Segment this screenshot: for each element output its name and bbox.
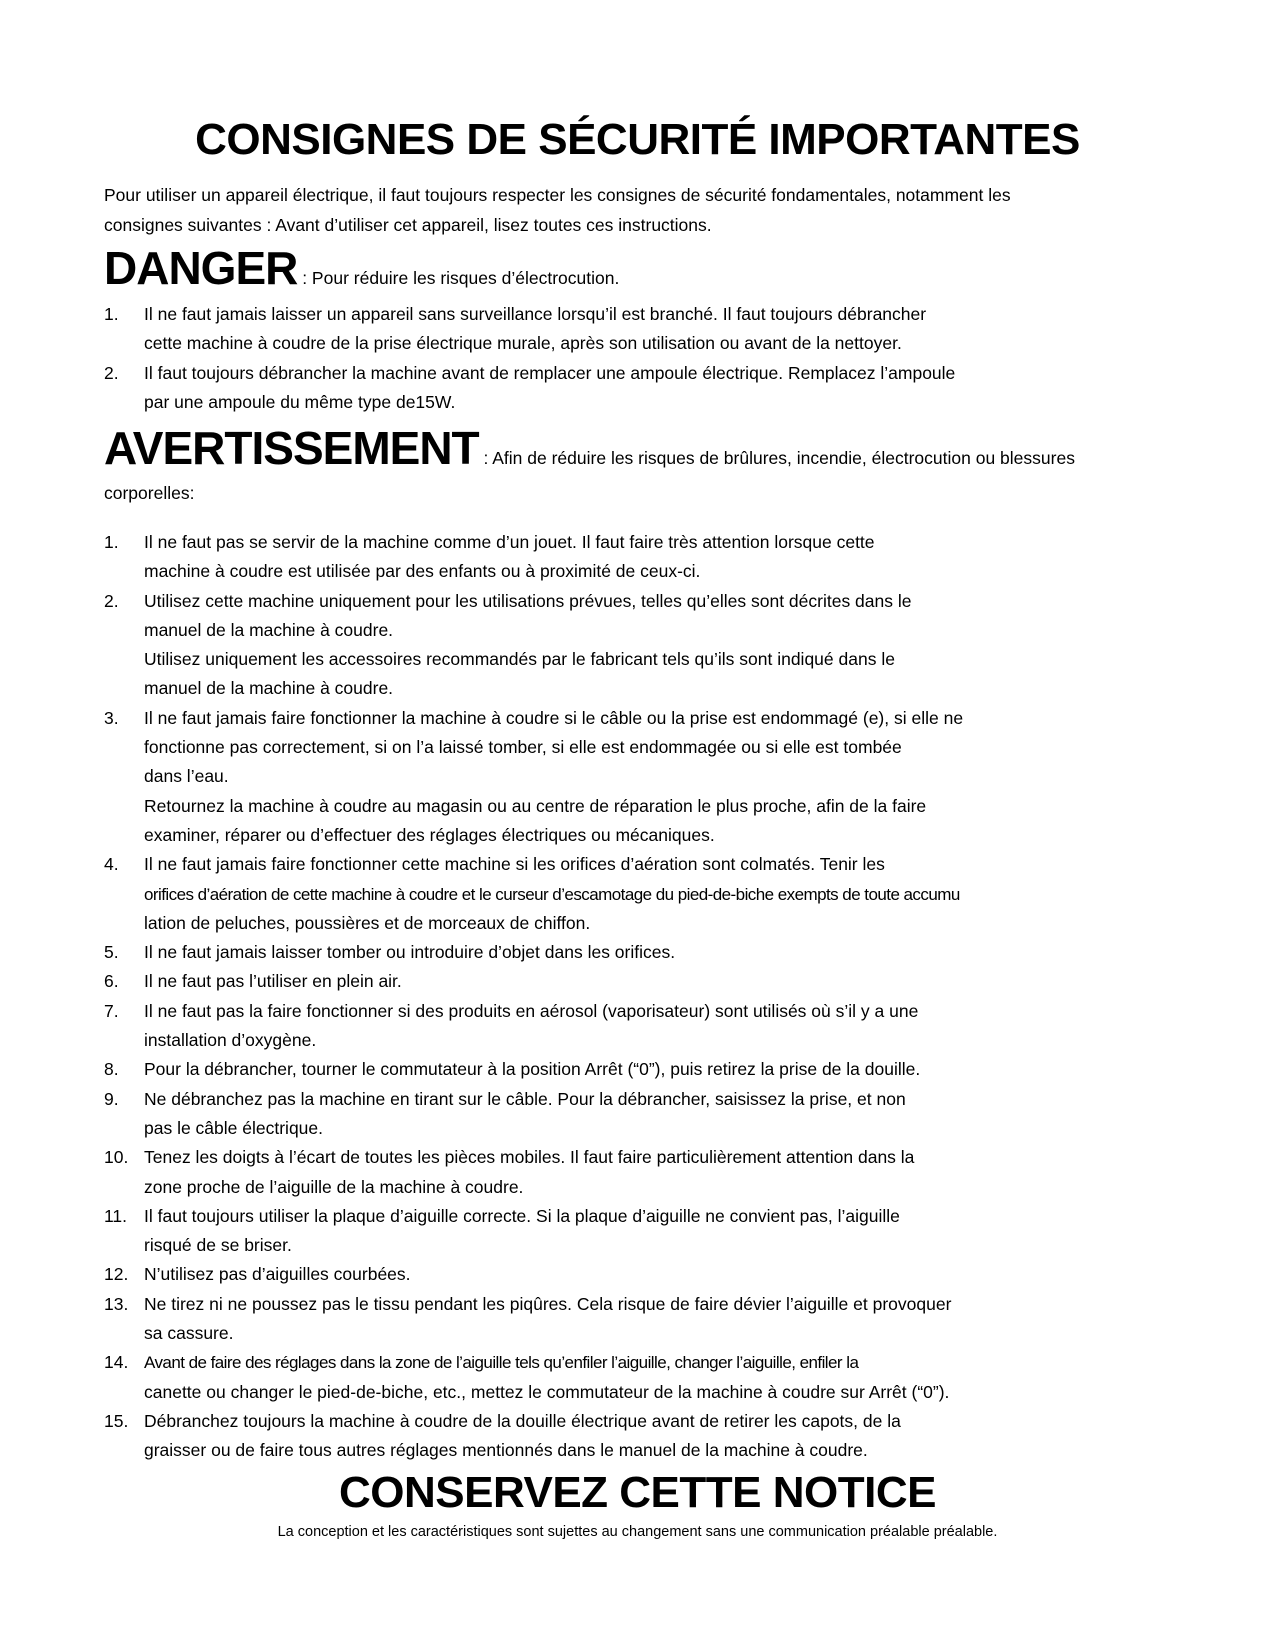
list-item-line: Tenez les doigts à l’écart de toutes les pièces mobiles. Il faut faire particulièrement attention dans la (144, 1147, 915, 1168)
list-item-line: N’utilisez pas d’aiguilles courbées. (144, 1264, 411, 1285)
list-item-number: 12. (104, 1264, 129, 1285)
list-item (104, 1348, 1204, 1407)
intro-line: consignes suivantes : Avant d’utiliser cet appareil, lisez toutes ces instructions. (104, 215, 712, 235)
list-item-number: 14. (104, 1352, 129, 1373)
list-item-number: 13. (104, 1293, 129, 1314)
list-item-line: pas le câble électrique. (144, 1117, 323, 1138)
list-item-line: orifices d’aération de cette machine à coudre et le curseur d’escamotage du pied-de-biche exempts de toute accumu (144, 884, 960, 904)
footnote: La conception et les caractéristiques sont sujettes au changement sans une communication préalable préalable. (277, 1524, 998, 1540)
list-item-line: fonctionne pas correctement, si on l’a laissé tomber, si elle est endommagée ou si elle est tombée (144, 737, 902, 758)
warning-word: AVERTISSEMENT (104, 422, 479, 474)
list-item (104, 300, 1204, 359)
list-item (104, 850, 1204, 938)
list-item (104, 967, 1204, 996)
intro-paragraph (104, 180, 1194, 240)
warning-subtitle: : Afin de réduire les risques de brûlures, incendie, électrocution ou blessures (478, 448, 1075, 468)
danger-subtitle: : Pour réduire les risques d’électrocution. (297, 268, 620, 288)
list-item-line: Il faut toujours utiliser la plaque d’aiguille correcte. Si la plaque d’aiguille ne convient pas, l’aiguille (144, 1205, 900, 1226)
list-item-number: 8. (104, 1059, 119, 1080)
list-item (104, 704, 1204, 850)
list-item (104, 587, 1204, 704)
list-item (104, 938, 1204, 967)
list-item-number: 4. (104, 854, 119, 875)
list-item-line: dans l’eau. (144, 766, 229, 787)
list-item-line: Il ne faut jamais faire fonctionner cette machine si les orifices d’aération sont colmatés. Tenir les (144, 854, 885, 875)
list-item-line: graisser ou de faire tous autres réglages mentionnés dans le manuel de la machine à coudre. (144, 1440, 868, 1461)
list-item (104, 1260, 1204, 1289)
list-item-line: Il ne faut pas l’utiliser en plein air. (144, 971, 402, 992)
list-item-line: risqué de se briser. (144, 1235, 292, 1256)
list-item-line: Pour la débrancher, tourner le commutateur à la position Arrêt (“0”), puis retirez la prise de la douille. (144, 1059, 921, 1080)
list-item-line: Il faut toujours débrancher la machine avant de remplacer une ampoule électrique. Remplacez l’ampoule (144, 362, 956, 383)
intro-line: Pour utiliser un appareil électrique, il faut toujours respecter les consignes de sécurité fondamentales, notamment les (104, 185, 1011, 205)
list-item (104, 1202, 1204, 1261)
list-item (104, 528, 1204, 587)
warning-heading (104, 420, 1204, 488)
list-item-line: Retournez la machine à coudre au magasin ou au centre de réparation le plus proche, afin de la faire (144, 795, 927, 816)
list-item-line: Utilisez cette machine uniquement pour les utilisations prévues, telles qu’elles sont décrites dans le (144, 590, 912, 611)
list-item-number: 2. (104, 362, 119, 383)
list-item-line: sa cassure. (144, 1323, 234, 1344)
list-item-number: 2. (104, 590, 119, 611)
list-item-number: 10. (104, 1147, 129, 1168)
list-item-line: Il ne faut pas la faire fonctionner si des produits en aérosol (vaporisateur) sont utilisés où s’il y a une (144, 1000, 919, 1021)
list-item-line: Il ne faut jamais faire fonctionner la machine à coudre si le câble ou la prise est endommagé (e), si elle ne (144, 707, 964, 728)
list-item-number: 6. (104, 971, 119, 992)
list-item-number: 9. (104, 1088, 119, 1109)
list-item-number: 5. (104, 942, 119, 963)
list-item-line: Utilisez uniquement les accessoires recommandés par le fabricant tels qu’ils sont indiqué dans le (144, 649, 895, 670)
list-item (104, 1290, 1204, 1349)
list-item-number: 1. (104, 304, 119, 324)
page-title: CONSIGNES DE SÉCURITÉ IMPORTANTES (195, 115, 1080, 164)
list-item-line: installation d’oxygène. (144, 1030, 317, 1051)
list-item-number: 1. (104, 532, 119, 552)
list-item-line: Il ne faut jamais laisser tomber ou introduire d’objet dans les orifices. (144, 942, 676, 963)
list-item-line: Avant de faire des réglages dans la zone de l’aiguille tels qu’enfiler l’aiguille, changer l’aiguille, enfiler la (144, 1353, 859, 1373)
list-item-line: Débranchez toujours la machine à coudre de la douille électrique avant de retirer les capots, de la (144, 1410, 901, 1431)
list-item-line: lation de peluches, poussières et de morceaux de chiffon. (144, 912, 591, 933)
list-item-number: 15. (104, 1410, 129, 1431)
list-item-line: cette machine à coudre de la prise électrique murale, après son utilisation ou avant de la nettoyer. (144, 333, 902, 354)
warning-continuation: corporelles: (104, 483, 195, 503)
closing-title: CONSERVEZ CETTE NOTICE (339, 1468, 936, 1517)
list-item-line: par une ampoule du même type de15W. (144, 391, 456, 412)
list-item (104, 1055, 1204, 1084)
list-item-line: manuel de la machine à coudre. (144, 678, 394, 699)
list-item-line: Il ne faut jamais laisser un appareil sans surveillance lorsqu’il est branché. Il faut toujours débrancher (144, 304, 927, 324)
list-item-number: 7. (104, 1000, 119, 1021)
danger-heading (104, 240, 1204, 308)
danger-list (104, 300, 1204, 417)
list-item (104, 1407, 1204, 1466)
list-item-line: examiner, réparer ou d’effectuer des réglages électriques ou mécaniques. (144, 824, 715, 845)
list-item-line: Ne débranchez pas la machine en tirant sur le câble. Pour la débrancher, saisissez la prise, et non (144, 1088, 906, 1109)
list-item-number: 3. (104, 707, 119, 728)
warning-list (104, 528, 1204, 1466)
list-item (104, 997, 1204, 1056)
list-item-line: canette ou changer le pied-de-biche, etc., mettez le commutateur de la machine à coudre sur Arrêt (“0”). (144, 1381, 950, 1402)
list-item (104, 1143, 1204, 1202)
list-item-line: zone proche de l’aiguille de la machine à coudre. (144, 1176, 524, 1197)
list-item-line: machine à coudre est utilisée par des enfants ou à proximité de ceux-ci. (144, 561, 701, 582)
list-item-line: Il ne faut pas se servir de la machine comme d’un jouet. Il faut faire très attention lorsque cette (144, 532, 875, 552)
danger-word: DANGER (104, 242, 298, 294)
list-item-line: Ne tirez ni ne poussez pas le tissu pendant les piqûres. Cela risque de faire dévier l’aiguille et provoquer (144, 1293, 952, 1314)
list-item-number: 11. (104, 1205, 128, 1226)
list-item (104, 359, 1204, 418)
list-item-line: manuel de la machine à coudre. (144, 619, 394, 640)
list-item (104, 1085, 1204, 1144)
